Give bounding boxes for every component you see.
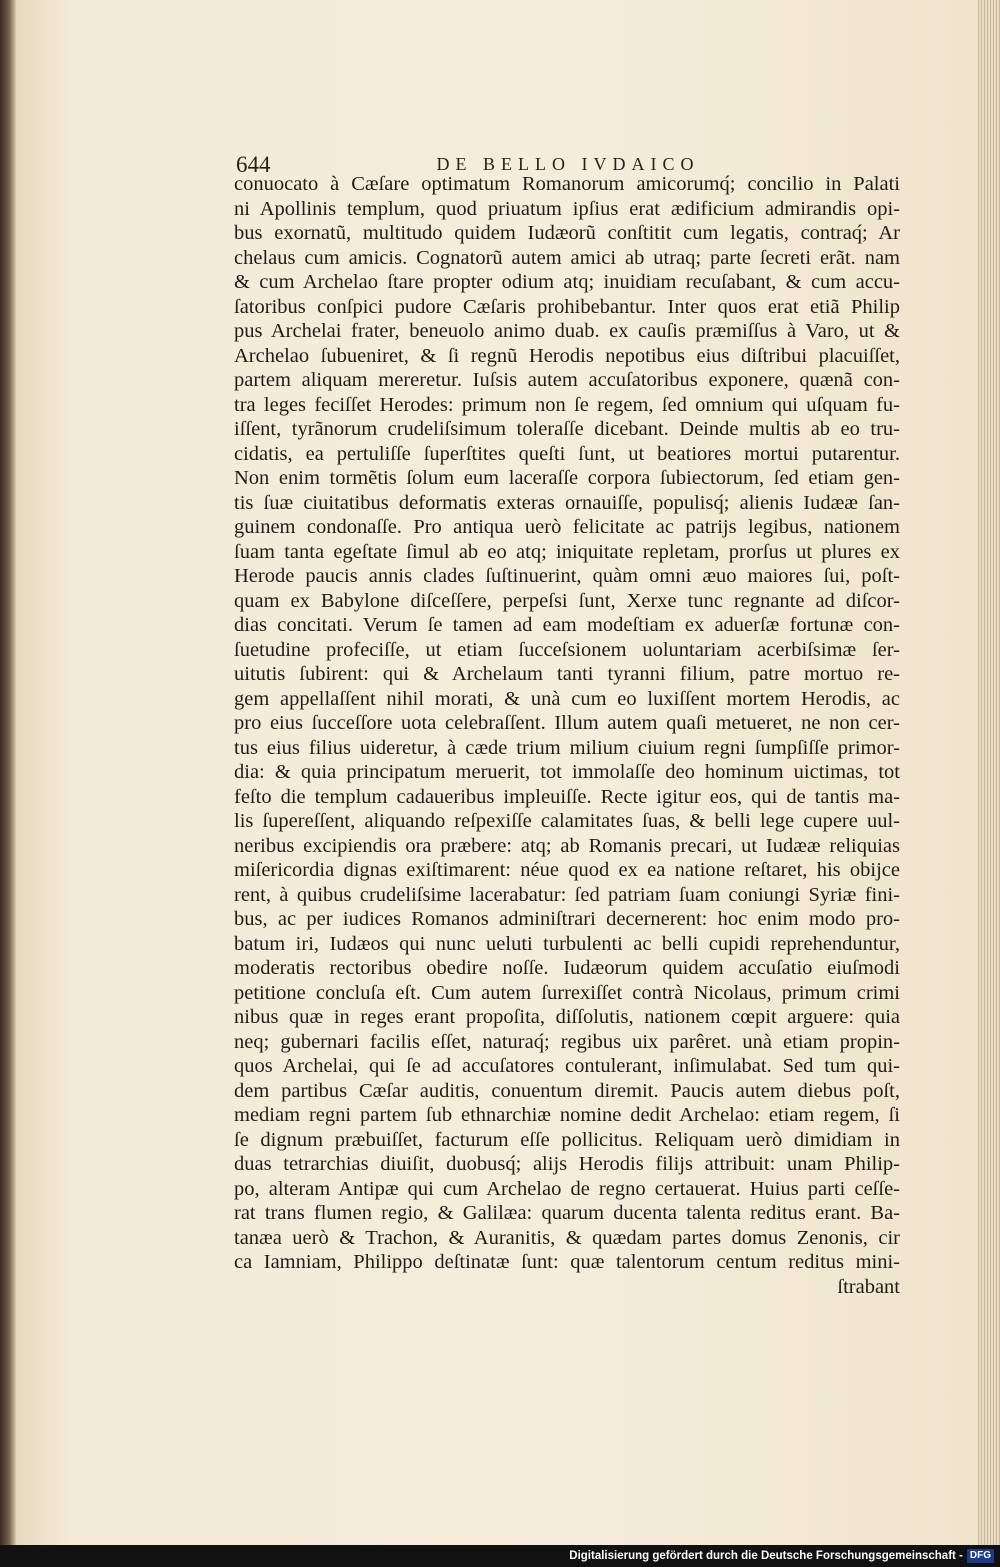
text-line: dem partibus Cæſar auditis, conuentum diremit. Paucis autem diebus poſt, (234, 1079, 900, 1102)
text-line: mediam regni partem ſub ethnarchiæ nomine dedit Archelao: etiam regem, ſi (234, 1104, 900, 1126)
text-line: tra leges feciſſet Herodes: primum non ſe regem, ſed omnium qui uſquam fu- (234, 393, 900, 416)
text-line: bus exornatũ, multitudo quidem Iudæorũ conſtitit cum legatis, contraq́; Ar (234, 222, 900, 244)
text-line: ca Iamniam, Philippo deſtinatæ ſunt: quæ talentorum centum reditus mini- (234, 1251, 900, 1273)
text-line: conuocato à Cæſare optimatum Romanorum amicorumq́; concilio in Palati (234, 173, 900, 195)
text-line: po, alteram Antipæ qui cum Archelao de regno certauerat. Huius parti ceſſe- (234, 1177, 900, 1200)
text-line: neribus excipiendis ora præbere: atq; ab Romanis precari, ut Iudææ reliquias (234, 834, 900, 857)
text-line: tis ſuæ ciuitatibus deformatis exteras ornauiſſe, populisq́; alienis Iudææ ſan- (234, 491, 900, 514)
text-line: Herode paucis annis clades ſuſtinuerint, quàm omni æuo maiores ſui, poſt- (234, 565, 900, 587)
text-line: bus, ac per iudices Romanos adminiſtrari decernerent: hoc enim modo pro- (234, 908, 900, 930)
text-line: nibus quæ in reges erant propoſita, diſſolutis, nationem cœpit arguere: quia (234, 1006, 900, 1028)
text-line: quos Archelai, qui ſe ad accuſatores contulerant, inſimulabat. Sed tum qui- (234, 1055, 900, 1077)
text-line: quam ex Babylone diſceſſere, perpeſsi ſunt, Xerxe tunc regnante ad diſcor- (234, 589, 900, 612)
dfg-logo: DFG (967, 1549, 994, 1563)
text-line: pro eius ſucceſſore uota celebraſſent. Illum autem quaſi metueret, ne non cer- (234, 712, 900, 734)
text-line: Archelao ſubueniret, & ſi regnũ Herodis nepotibus eius diſtribui placuiſſet, (234, 344, 900, 367)
text-line: ſatoribus conſpici pudore Cæſaris prohibebantur. Inter quos erat etiã Philip (234, 295, 900, 318)
book-gutter (0, 0, 16, 1545)
text-line: ſuam tanta egeſtate ſimul ab eo atq; iniquitate repletam, prorſus ut plures ex (234, 540, 900, 563)
page-number: 644 (236, 152, 271, 177)
text-line: dias concitati. Verum ſe tamen ad eam modeſtiam ex aduerſæ fortunæ con- (234, 614, 900, 636)
text-line: & cum Archelao ſtare propter odium atq; inuidiam recuſabant, & cum accu- (234, 271, 900, 293)
text-line: lis ſupereſſent, aliquando reſpexiſſe calamitates ſuas, & belli lege cupere uul- (234, 810, 900, 832)
text-line: partem aliquam mereretur. Iuſsis autem accuſatoribus exponere, quænã con- (234, 369, 900, 391)
text-line: ni Apollinis templum, quod priuatum ipſius erat ædificium admirandis opi- (234, 197, 900, 220)
text-line: rent, à quibus crudeliſsime lacerabatur: ſed patriam ſuam coniungi Syriæ fini- (234, 883, 900, 906)
text-line: duas tetrarchias diuiſit, duobusq́; alijs Herodis filijs attribuit: unam Philip- (234, 1153, 900, 1175)
page-edges (978, 0, 1000, 1545)
text-line: ſe dignum præbuiſſet, facturum eſſe pollicitus. Reliquam uerò dimidiam in (234, 1128, 900, 1151)
text-line: tanæa uerò & Trachon, & Auranitis, & quædam partes domus Zenonis, cir (234, 1226, 900, 1249)
text-line: neq; gubernari facilis eſſet, naturaq́; regibus uix parêret. unà etiam propin- (234, 1030, 900, 1053)
text-line: pus Archelai frater, beneuolo animo duab. ex cauſis præmiſſus à Varo, ut & (234, 320, 900, 342)
body-text (234, 172, 900, 1299)
text-line: batum iri, Iudæos qui nunc ueluti turbulenti ac belli cupidi reprehenduntur, (234, 932, 900, 955)
text-line: Non enim tormẽtis ſolum eum laceraſſe corpora ſubiectorum, ſed etiam gen- (234, 467, 900, 489)
text-line: miſericordia dignas exiſtimarent: néue quod ex ea natione reſtaret, his obijce (234, 859, 900, 881)
text-line: guinem condonaſſe. Pro antiqua uerò felicitate ac patrijs legibus, nationem (234, 516, 900, 538)
text-line: feſto die templum cadaueribus impleuiſſe. Recte igitur eos, qui de tantis ma- (234, 785, 900, 808)
digitization-footer (0, 1545, 1000, 1567)
running-head: DE BELLO IVDAICO (436, 154, 700, 174)
text-line: uitutis ſubirent: qui & Archelaum tanti tyranni filium, patre mortuo re- (234, 663, 900, 685)
text-line: rat trans flumen regio, & Galilæa: quarum ducenta talenta reditus erant. Ba- (234, 1202, 900, 1224)
text-line: ſuetudine profeciſſe, ut etiam ſucceſsionem uoluntariam acerbiſsimæ ſer- (234, 638, 900, 661)
text-line: tus eius filius uideretur, à cæde trium milium ciuium regni ſumpſiſſe primor- (234, 736, 900, 759)
text-line: dia: & quia principatum meruerit, tot immolaſſe deo hominum uictimas, tot (234, 761, 900, 783)
footer-text: Digitalisierung gefördert durch die Deutsche Forschungsgemeinschaft - (569, 1550, 963, 1562)
text-line: ſtrabant (837, 1275, 900, 1298)
text-line: iſſent, tyrãnorum crudeliſsimum toleraſſe dicebant. Deinde multis ab eo tru- (234, 418, 900, 440)
text-line: moderatis rectoribus obedire noſſe. Iudæorum quidem accuſatio eiuſmodi (234, 957, 900, 979)
text-line: gem appellaſſent nihil morati, & unà cum eo luxiſſent mortem Herodis, ac (234, 687, 900, 710)
text-line: cidatis, ea pertuliſſe ſuperſtites queſti ſunt, ut beatiores mortui putarentur. (234, 442, 900, 465)
text-line: petitione concluſa eſt. Cum autem ſurrexiſſet contrà Nicolaus, primum crimi (234, 981, 900, 1004)
text-line: chelaus cum amicis. Cognatorũ autem amici ab utraq; parte ſecreti erãt. nam (234, 246, 900, 269)
